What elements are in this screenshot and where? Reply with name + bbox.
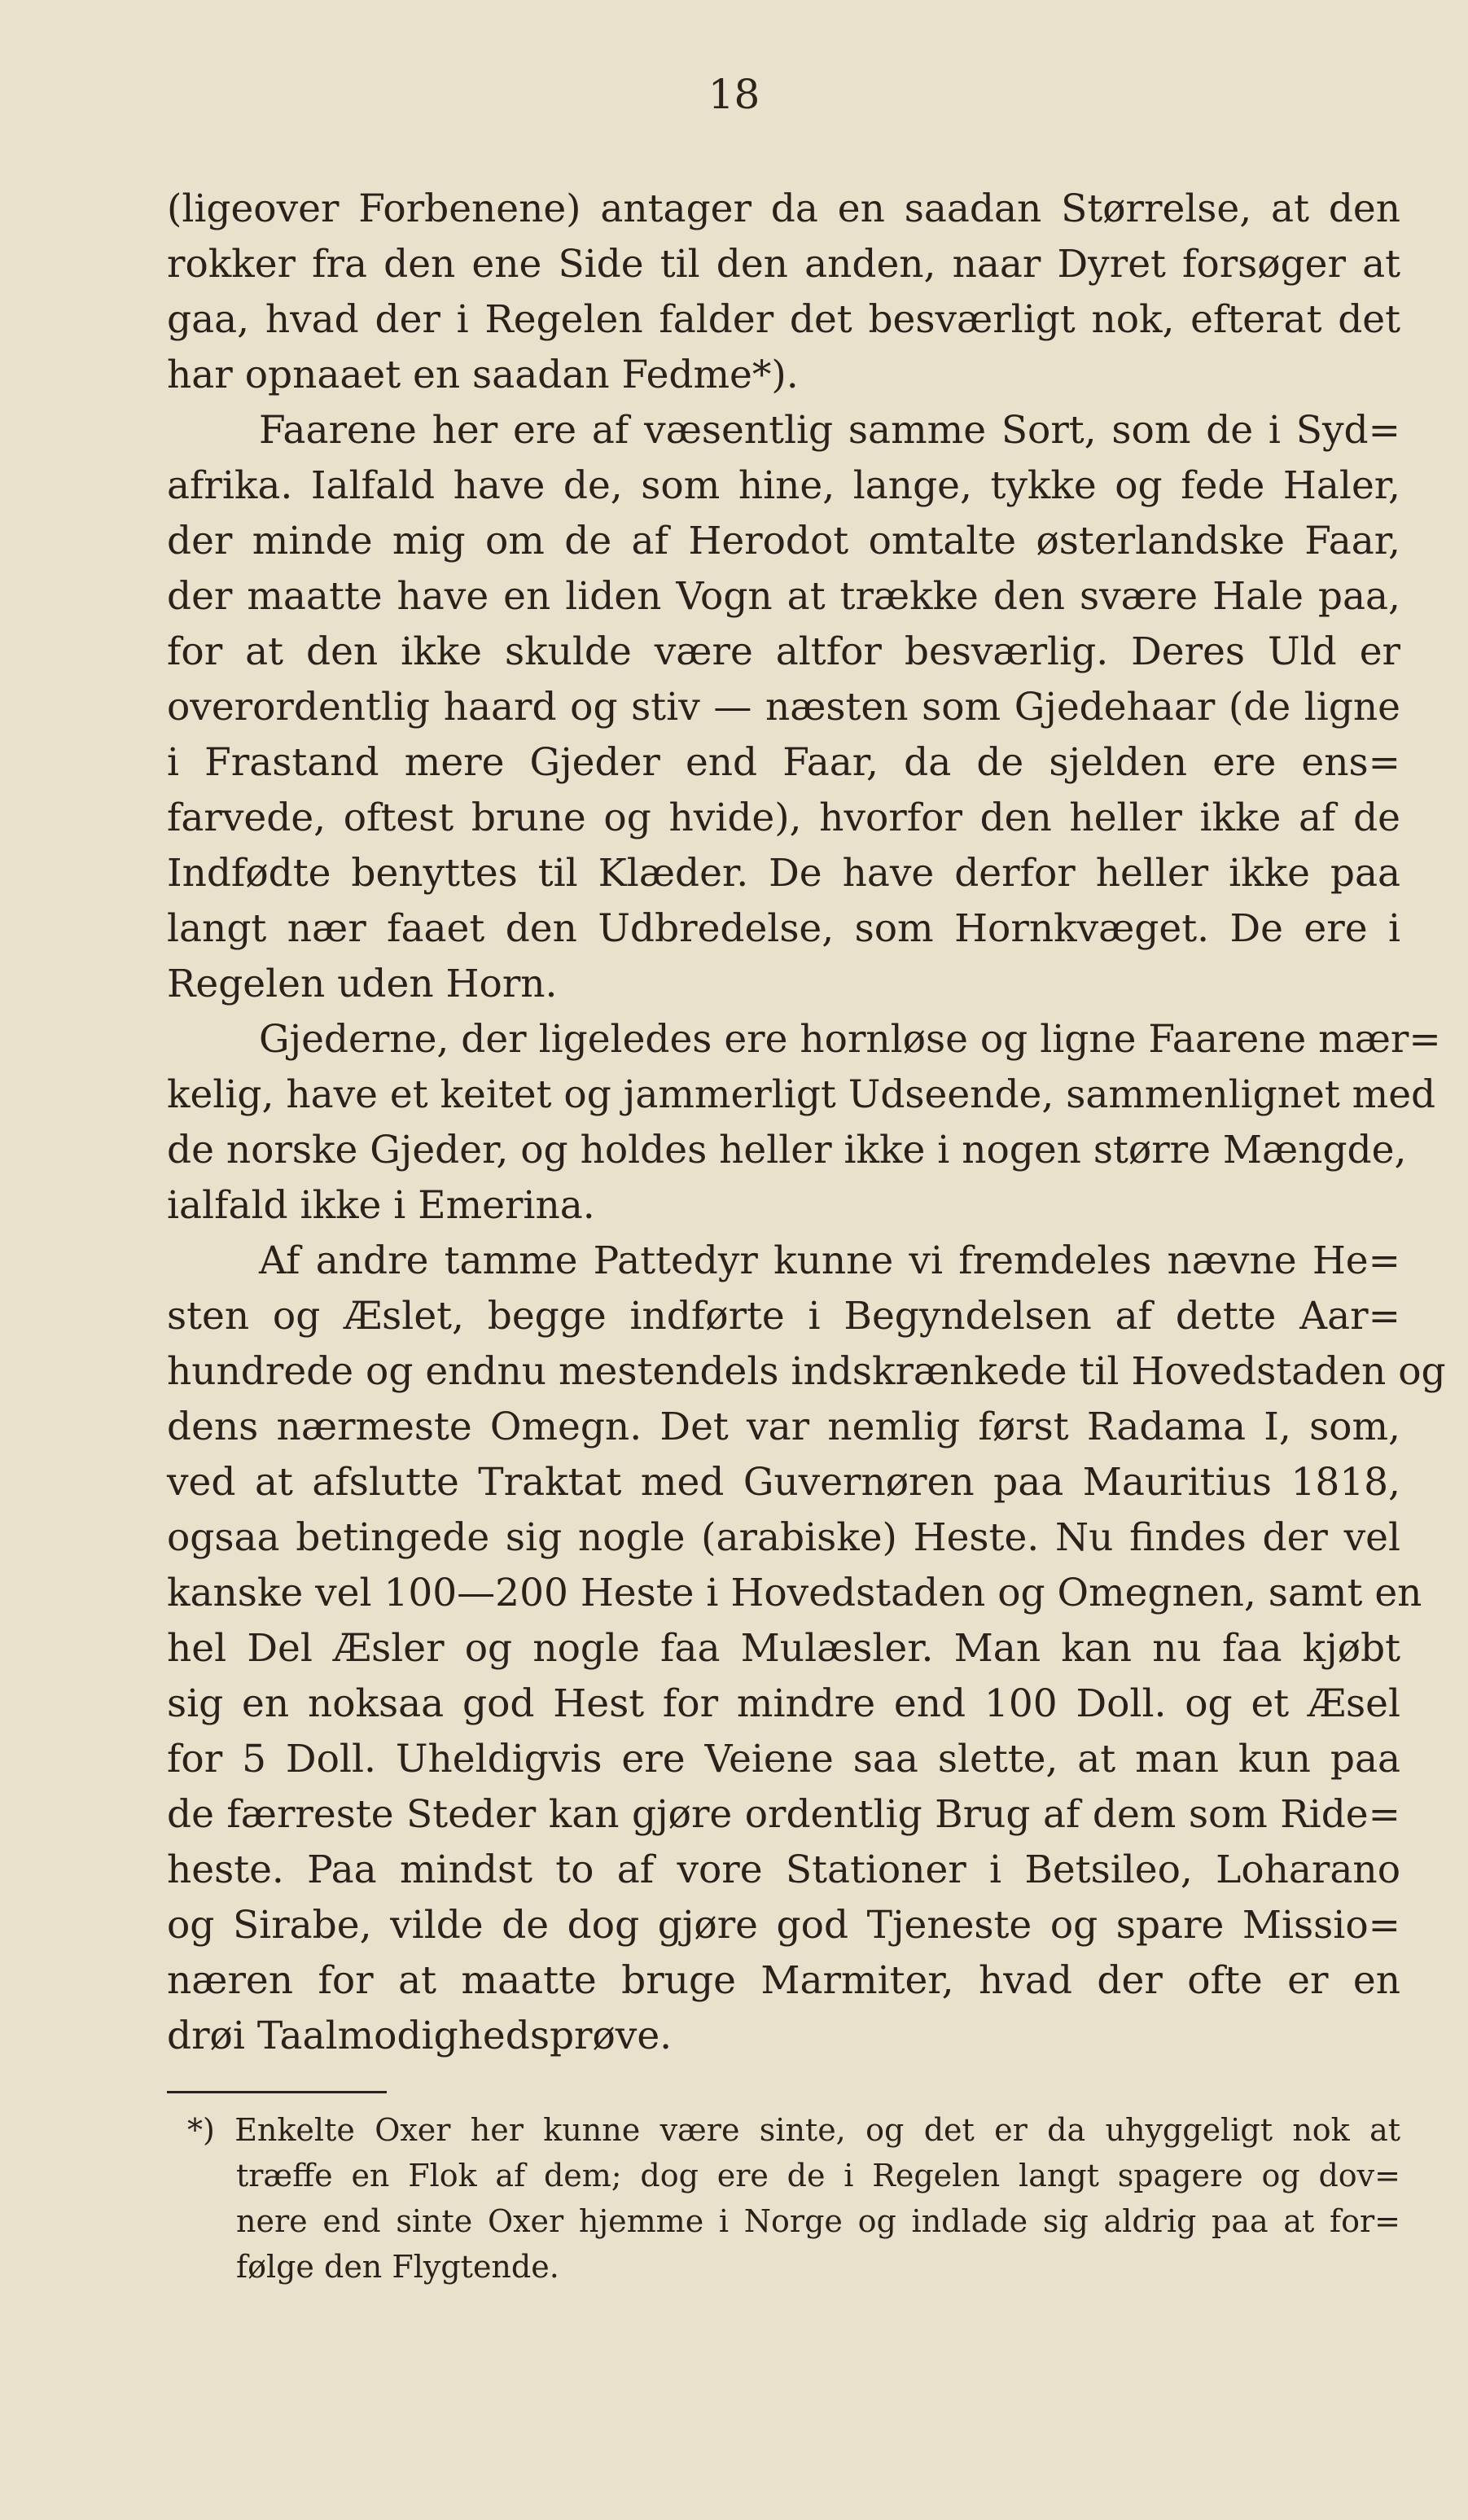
text-line: afrika. Ialfald have de, som hine, lange, tykke og fede Haler, [167,463,1400,508]
footnote-line: følge den Flygtende. [236,2249,559,2285]
text-line: Faarene her ere af væsentlig samme Sort, som de i Syd= [259,408,1400,453]
text-line: og Sirabe, vilde de dog gjøre god Tjeneste og spare Missio= [167,1903,1400,1948]
text-line: Indfødte benyttes til Klæder. De have derfor heller ikke paa [167,851,1400,896]
text-line: Gjederne, der ligeledes ere hornløse og ligne Faarene mær= [259,1017,1441,1062]
text-line: næren for at maatte bruge Marmiter, hvad der ofte er en [167,1958,1400,2003]
text-line: hel Del Æsler og nogle faa Mulæsler. Man kan nu faa kjøbt [167,1626,1400,1671]
text-line: hundrede og endnu mestendels indskrænkede til Hovedstaden og [167,1349,1446,1394]
text-line: dens nærmeste Omegn. Det var nemlig først Radama I, som, [167,1405,1400,1449]
text-line: (ligeover Forbenene) antager da en saadan Størrelse, at den [167,186,1400,231]
footnote-line: *) Enkelte Oxer her kunne være sinte, og det er da uhyggeligt nok at [187,2112,1400,2148]
text-line: har opnaaet en saadan Fedme*). [167,353,799,397]
text-line: gaa, hvad der i Regelen falder det besværligt nok, efterat det [167,297,1400,342]
text-line: ialfald ikke i Emerina. [167,1183,595,1228]
text-line: drøi Taalmodighedsprøve. [167,2014,673,2058]
text-line: overordentlig haard og stiv — næsten som Gjedehaar (de ligne [167,685,1400,730]
text-line: for at den ikke skulde være altfor besværlig. Deres Uld er [167,629,1400,674]
text-line: langt nær faaet den Udbredelse, som Hornkvæget. De ere i [167,906,1400,951]
text-line: de færreste Steder kan gjøre ordentlig Brug af dem som Ride= [167,1792,1400,1837]
text-line: rokker fra den ene Side til den anden, naar Dyret forsøger at [167,242,1400,287]
footnote-line: træffe en Flok af dem; dog ere de i Regelen langt spagere og dov= [236,2158,1400,2193]
text-line: ved at afslutte Traktat med Guvernøren paa Mauritius 1818, [167,1460,1400,1505]
footnote-divider [167,2091,387,2093]
text-line: kelig, have et keitet og jammerligt Udseende, sammenlignet med [167,1072,1436,1117]
text-line: de norske Gjeder, og holdes heller ikke i nogen større Mængde, [167,1128,1407,1172]
text-line: sten og Æslet, begge indførte i Begyndelsen af dette Aar= [167,1294,1400,1339]
text-line: heste. Paa mindst to af vore Stationer i Betsileo, Loharano [167,1847,1400,1892]
text-line: sig en noksaa god Hest for mindre end 100 Doll. og et Æsel [167,1681,1400,1726]
text-line: kanske vel 100—200 Heste i Hovedstaden og Omegnen, samt en [167,1571,1422,1615]
text-line: i Frastand mere Gjeder end Faar, da de sjelden ere ens= [167,740,1400,785]
text-line: ogsaa betingede sig nogle (arabiske) Heste. Nu findes der vel [167,1515,1400,1560]
page-number: 18 [708,71,760,118]
text-line: farvede, oftest brune og hvide), hvorfor den heller ikke af de [167,795,1400,840]
footnote-line: nere end sinte Oxer hjemme i Norge og indlade sig aldrig paa at for= [236,2203,1400,2239]
text-line: Regelen uden Horn. [167,962,558,1006]
text-line: der maatte have en liden Vogn at trække den svære Hale paa, [167,574,1400,619]
text-line: for 5 Doll. Uheldigvis ere Veiene saa slette, at man kun paa [167,1737,1400,1782]
text-line: Af andre tamme Pattedyr kunne vi fremdeles nævne He= [259,1238,1400,1283]
text-line: der minde mig om de af Herodot omtalte østerlandske Faar, [167,519,1400,563]
